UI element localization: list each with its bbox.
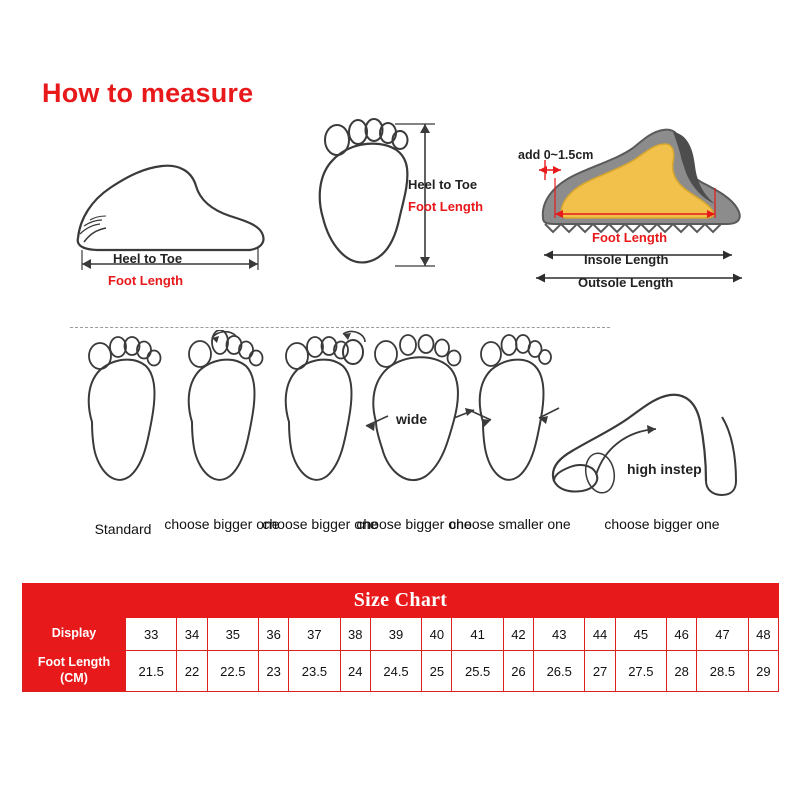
top-foot-illustration xyxy=(295,110,495,280)
cell-display-9: 42 xyxy=(503,618,533,651)
cell-display-4: 37 xyxy=(289,618,340,651)
foot-shape-2 xyxy=(168,330,278,510)
section-divider xyxy=(70,327,610,328)
table-row xyxy=(23,651,779,692)
cell-display-14: 47 xyxy=(697,618,748,651)
shoe-add-label: add 0~1.5cm xyxy=(518,148,594,162)
cell-footlength-5: 24 xyxy=(340,651,370,692)
cell-footlength-1: 22 xyxy=(177,651,207,692)
foot-shape-6-caption: choose bigger one xyxy=(604,516,720,532)
cell-display-2: 35 xyxy=(207,618,258,651)
cell-footlength-8: 25.5 xyxy=(452,651,503,692)
shoe-section-diagram xyxy=(515,118,765,248)
table-row xyxy=(23,618,779,651)
foot-shape-1 xyxy=(68,330,178,510)
foot-shape-1-caption: Standard xyxy=(94,521,152,537)
cell-footlength-0: 21.5 xyxy=(126,651,177,692)
side-foot-diagram xyxy=(40,130,300,290)
cell-footlength-12: 27.5 xyxy=(615,651,666,692)
cell-footlength-9: 26 xyxy=(503,651,533,692)
cell-footlength-14: 28.5 xyxy=(697,651,748,692)
cell-footlength-2: 22.5 xyxy=(207,651,258,692)
foot-shape-4-caption: choose bigger one xyxy=(356,516,472,532)
size-chart-title: Size Chart xyxy=(23,584,779,618)
cell-display-1: 34 xyxy=(177,618,207,651)
foot-shape-5-caption: choose smaller one xyxy=(449,516,571,532)
cell-footlength-6: 24.5 xyxy=(370,651,421,692)
cell-display-15: 48 xyxy=(748,618,778,651)
cell-footlength-13: 28 xyxy=(667,651,697,692)
cell-footlength-3: 23 xyxy=(259,651,289,692)
cell-footlength-7: 25 xyxy=(422,651,452,692)
cell-display-13: 46 xyxy=(667,618,697,651)
cell-display-3: 36 xyxy=(259,618,289,651)
side-foot-foot-length-label: Foot Length xyxy=(108,273,184,288)
shoe-foot-length-label: Foot Length xyxy=(592,230,668,245)
size-chart-table xyxy=(22,583,779,692)
cell-footlength-10: 26.5 xyxy=(534,651,585,692)
top-foot-foot-length-label: Foot Length xyxy=(408,199,484,214)
cell-display-7: 40 xyxy=(422,618,452,651)
cell-display-0: 33 xyxy=(126,618,177,651)
foot-shape-high-instep-illustration xyxy=(540,385,740,515)
foot-shape-6-note: high instep xyxy=(627,461,702,477)
top-foot-heel-to-toe-label: Heel to Toe xyxy=(408,177,478,192)
cell-display-10: 43 xyxy=(534,618,585,651)
size-chart-title-row xyxy=(23,584,779,618)
cell-display-12: 45 xyxy=(615,618,666,651)
shoe-section-illustration xyxy=(515,118,765,248)
foot-shape-6 xyxy=(540,385,740,515)
page-title: How to measure xyxy=(42,78,254,108)
shoe-outsole-length-label: Outsole Length xyxy=(578,275,674,290)
shoe-insole-length-label: Insole Length xyxy=(584,252,669,267)
row-header-foot-length-line2: (CM) xyxy=(60,671,88,685)
cell-display-8: 41 xyxy=(452,618,503,651)
top-foot-diagram xyxy=(295,110,495,280)
foot-shape-standard-illustration xyxy=(68,330,178,510)
foot-shape-long-toe-illustration xyxy=(168,330,278,510)
cell-footlength-15: 29 xyxy=(748,651,778,692)
foot-shape-4-note: wide xyxy=(396,411,428,427)
foot-shape-3-caption: choose bigger one xyxy=(262,516,378,532)
row-header-foot-length-line1: Foot Length xyxy=(37,655,111,670)
cell-footlength-4: 23.5 xyxy=(289,651,340,692)
side-foot-illustration xyxy=(40,130,300,290)
side-foot-heel-to-toe-label: Heel to Toe xyxy=(113,251,183,266)
cell-display-6: 39 xyxy=(370,618,421,651)
row-header-foot-length xyxy=(23,651,126,692)
row-header-display: Display xyxy=(23,618,126,651)
cell-display-11: 44 xyxy=(585,618,615,651)
foot-shape-2-caption: choose bigger one xyxy=(164,516,280,532)
cell-footlength-11: 27 xyxy=(585,651,615,692)
cell-display-5: 38 xyxy=(340,618,370,651)
